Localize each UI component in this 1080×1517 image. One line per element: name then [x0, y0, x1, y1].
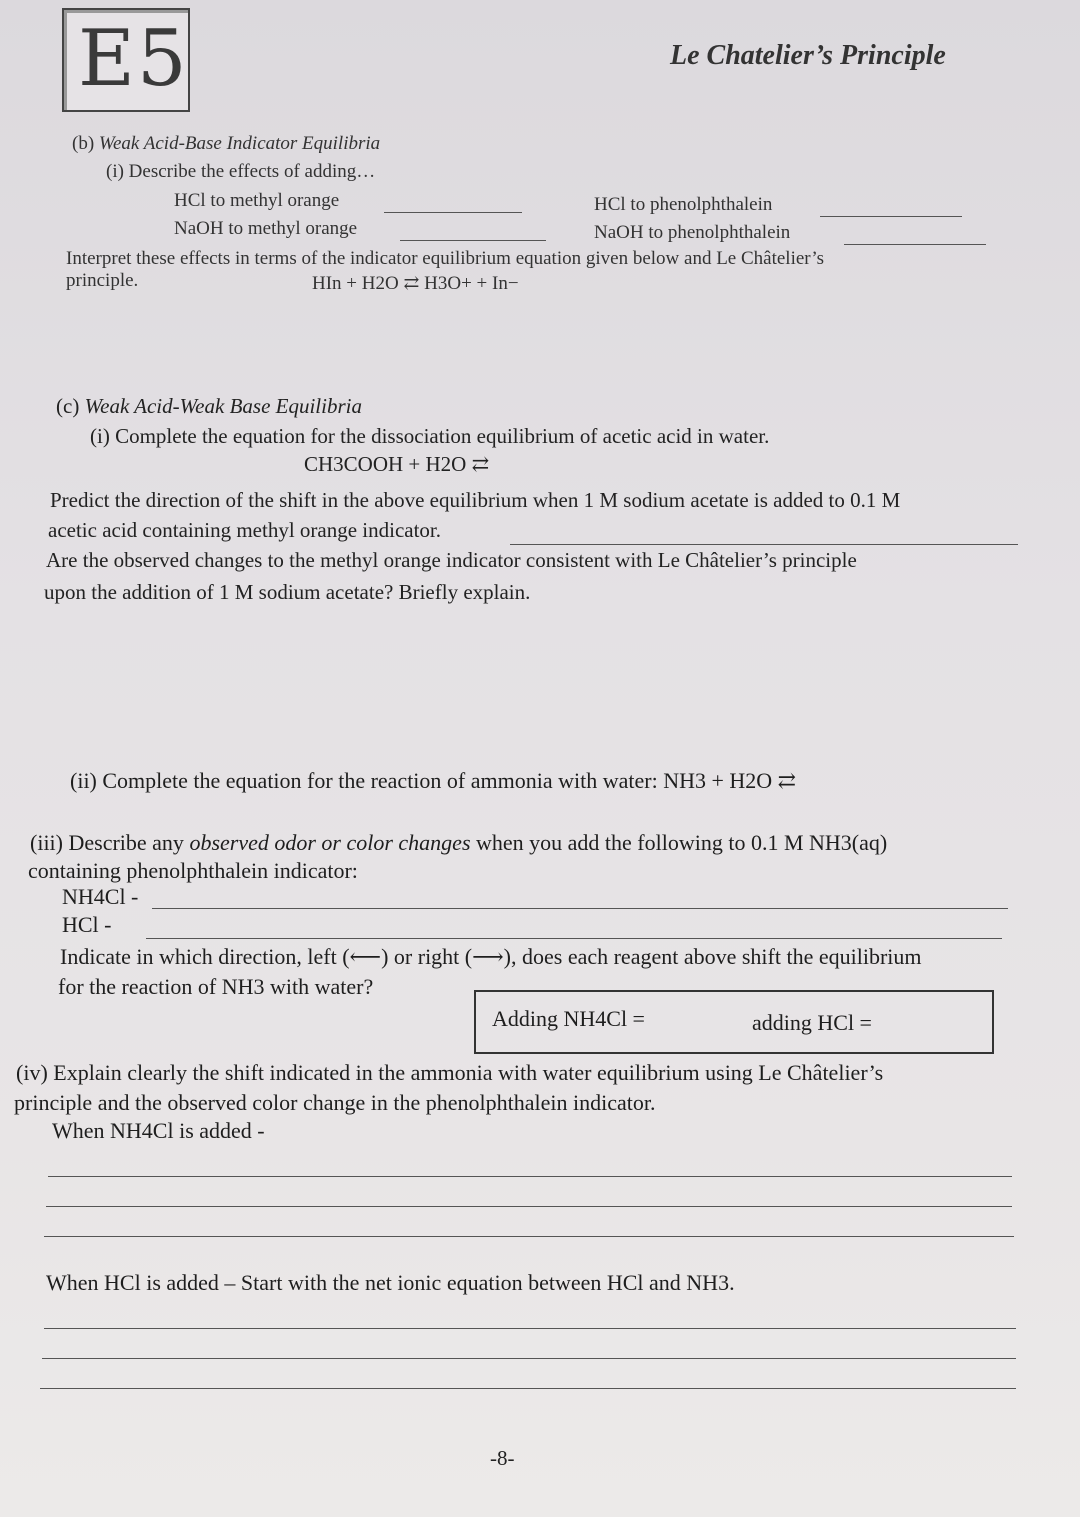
- when-nh4cl-prompt: When NH4Cl is added -: [52, 1118, 265, 1143]
- nh4cl-explain-line-1[interactable]: [48, 1176, 1012, 1177]
- hcl-phenolphthalein-label: HCl to phenolphthalein: [594, 194, 773, 215]
- hcl-explain-line-2[interactable]: [42, 1358, 1016, 1359]
- hcl-explain-line-3[interactable]: [40, 1388, 1016, 1389]
- hcl-phenolphthalein-blank[interactable]: [820, 216, 962, 217]
- interpret-line-2: principle.: [66, 270, 139, 291]
- predict-line-2: acetic acid containing methyl orange indicator.: [48, 518, 442, 542]
- page-title: Le Chatelier’s Principle: [670, 40, 946, 71]
- part-c-item-iii-line-2: containing phenolphthalein indicator:: [28, 858, 358, 883]
- when-hcl-prompt: When HCl is added – Start with the net ionic equation between HCl and NH3.: [46, 1270, 735, 1295]
- part-c-heading: (c) Weak Acid-Weak Base Equilibria: [56, 394, 362, 418]
- naoh-phenolphthalein-label: NaOH to phenolphthalein: [594, 222, 791, 243]
- part-c-item-ii: (ii) Complete the equation for the reaction of ammonia with water: NH3 + H2O ⇄: [70, 768, 797, 793]
- naoh-methyl-orange-blank[interactable]: [400, 240, 546, 241]
- part-c-item-iii: (iii) Describe any observed odor or color changes when you add the following to 0.1 M NH3(aq): [30, 830, 888, 855]
- hcl-answer-blank[interactable]: [146, 938, 1002, 939]
- direction-line-2: for the reaction of NH3 with water?: [58, 974, 374, 999]
- hcl-methyl-orange-blank[interactable]: [384, 212, 522, 213]
- part-b-item-i: (i) Describe the effects of adding…: [106, 161, 376, 182]
- nh4cl-answer-blank[interactable]: [152, 908, 1008, 909]
- page-number: -8-: [490, 1446, 515, 1470]
- hcl-methyl-orange-label: HCl to methyl orange: [174, 190, 340, 211]
- part-c-item-iv: (iv) Explain clearly the shift indicated in the ammonia with water equilibrium using Le Châtelier’s: [16, 1060, 884, 1085]
- nh4cl-label: NH4Cl -: [62, 884, 139, 909]
- predict-line-1: Predict the direction of the shift in the above equilibrium when 1 M sodium acetate is added to 0.1 M: [50, 488, 901, 512]
- adding-nh4cl-field[interactable]: Adding NH4Cl =: [492, 1006, 645, 1031]
- shift-answer-box: [474, 990, 994, 1054]
- naoh-phenolphthalein-blank[interactable]: [844, 244, 986, 245]
- hcl-label: HCl -: [62, 912, 112, 937]
- adding-hcl-field[interactable]: adding HCl =: [752, 1010, 872, 1035]
- predict-answer-blank[interactable]: [510, 544, 1018, 545]
- part-c-item-iv-line-2: principle and the observed color change in the phenolphthalein indicator.: [14, 1090, 656, 1115]
- naoh-methyl-orange-label: NaOH to methyl orange: [174, 218, 358, 239]
- observed-line-1: Are the observed changes to the methyl orange indicator consistent with Le Châtelier’s principle: [46, 548, 857, 572]
- indicator-equation: HIn + H2O ⇄ H3O+ + In−: [312, 273, 519, 294]
- section-code-box: [62, 8, 190, 112]
- part-c-item-i: (i) Complete the equation for the dissociation equilibrium of acetic acid in water.: [90, 424, 770, 448]
- section-code: E5: [78, 14, 189, 104]
- observed-line-2: upon the addition of 1 M sodium acetate? Briefly explain.: [44, 580, 531, 604]
- interpret-line-1: Interpret these effects in terms of the indicator equilibrium equation given below and Le Châtelier’s: [66, 248, 824, 269]
- direction-line-1: Indicate in which direction, left (⟵) or right (⟶), does each reagent above shift the equilibrium: [60, 944, 922, 969]
- acetic-acid-equation: CH3COOH + H2O ⇄: [304, 452, 490, 476]
- part-b-heading: (b) Weak Acid-Base Indicator Equilibria: [72, 133, 381, 154]
- nh4cl-explain-line-3[interactable]: [44, 1236, 1014, 1237]
- nh4cl-explain-line-2[interactable]: [46, 1206, 1012, 1207]
- hcl-explain-line-1[interactable]: [44, 1328, 1016, 1329]
